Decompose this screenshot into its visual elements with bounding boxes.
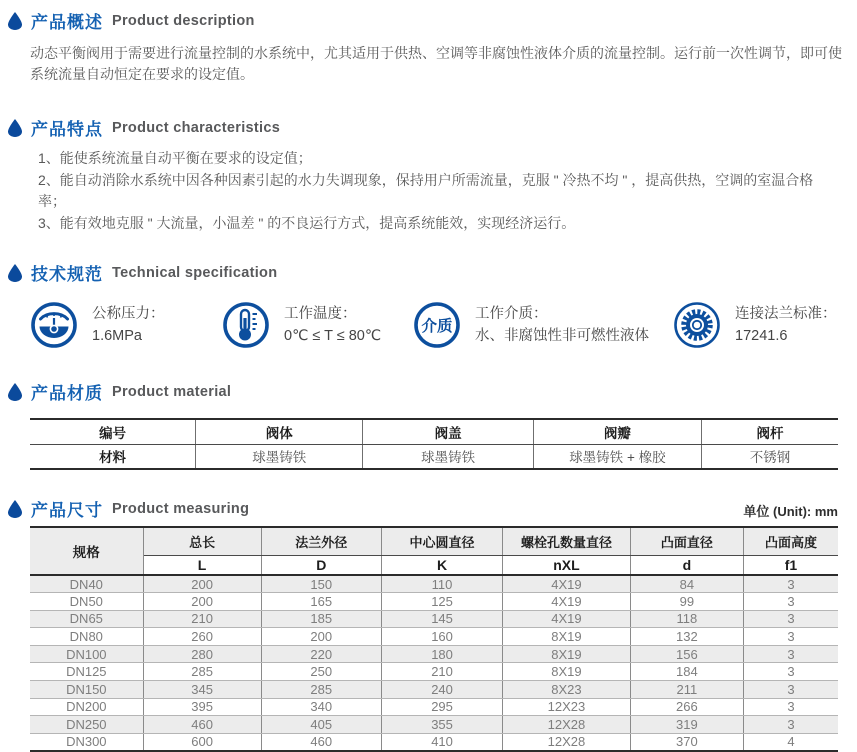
flange-gear-icon xyxy=(673,301,721,349)
measuring-cell: 3 xyxy=(743,716,838,734)
measuring-cell: DN40 xyxy=(30,575,143,593)
measuring-cell: 345 xyxy=(143,681,261,699)
measuring-cell: 150 xyxy=(261,575,381,593)
measuring-cell: 200 xyxy=(261,628,381,646)
svg-text:介质: 介质 xyxy=(421,318,453,335)
measuring-symbol-header: nXL xyxy=(503,555,631,575)
measuring-cell: 3 xyxy=(743,663,838,681)
measuring-cell: 8X23 xyxy=(503,681,631,699)
measuring-cell: 185 xyxy=(261,610,381,628)
spec-text xyxy=(92,303,165,347)
spec-value: 水、非腐蚀性非可燃性液体 xyxy=(475,328,649,344)
measuring-symbol-header-row xyxy=(30,555,838,575)
measuring-cell: 180 xyxy=(381,645,502,663)
measuring-cell: 4 xyxy=(743,733,838,751)
characteristic-item: 1、能使系统流量自动平衡在要求的设定值； xyxy=(38,150,312,166)
spec-label: 工作温度： xyxy=(284,306,357,322)
measuring-cell: 110 xyxy=(381,575,502,593)
section-title-en: Product description xyxy=(112,12,255,29)
overview-paragraph: 动态平衡阀用于需要进行流量控制的水系统中，尤其适用于供热、空调等非腐蚀性液体介质的流量控制。运行前一次性调节，即可使系统流量自动恒定在要求的设定值。 xyxy=(30,45,842,82)
measuring-table-row xyxy=(30,610,838,628)
material-column-header: 编号 xyxy=(30,419,196,444)
measuring-cell: 3 xyxy=(743,610,838,628)
section-header-overview xyxy=(8,8,838,33)
measuring-cell: 3 xyxy=(743,645,838,663)
measuring-symbol-header: D xyxy=(261,555,381,575)
measuring-cell: 410 xyxy=(381,733,502,751)
measuring-cell: 260 xyxy=(143,628,261,646)
measuring-cell: DN125 xyxy=(30,663,143,681)
measuring-cell: 285 xyxy=(261,681,381,699)
measuring-table xyxy=(30,526,838,752)
spec-label: 公称压力： xyxy=(92,306,165,322)
measuring-group-header: 中心圆直径 xyxy=(381,527,502,555)
measuring-cell: 319 xyxy=(630,716,743,734)
material-column-header: 阀体 xyxy=(196,419,363,444)
material-row-label: 材料 xyxy=(30,444,196,469)
measuring-cell: 460 xyxy=(261,733,381,751)
thermometer-icon xyxy=(222,301,270,349)
measuring-cell: 4X19 xyxy=(503,593,631,611)
measuring-cell: 355 xyxy=(381,716,502,734)
measuring-cell: 4X19 xyxy=(503,610,631,628)
section-header-material xyxy=(8,379,838,404)
measuring-cell: 8X19 xyxy=(503,628,631,646)
section-header-measuring xyxy=(8,496,249,521)
measuring-cell: 200 xyxy=(143,575,261,593)
measuring-cell: DN200 xyxy=(30,698,143,716)
measuring-cell: 266 xyxy=(630,698,743,716)
section-header-specs xyxy=(8,260,838,285)
measuring-cell: 240 xyxy=(381,681,502,699)
measuring-cell: 3 xyxy=(743,698,838,716)
measuring-cell: 395 xyxy=(143,698,261,716)
measuring-cell: 184 xyxy=(630,663,743,681)
section-title-en: Technical specification xyxy=(112,264,278,281)
spec-label: 工作介质： xyxy=(475,306,548,322)
spec-value: 17241.6 xyxy=(735,328,788,344)
measuring-cell: 118 xyxy=(630,610,743,628)
measuring-cell: 4X19 xyxy=(503,575,631,593)
measuring-cell: 340 xyxy=(261,698,381,716)
measuring-cell: 132 xyxy=(630,628,743,646)
measuring-cell: DN100 xyxy=(30,645,143,663)
measuring-cell: 99 xyxy=(630,593,743,611)
measuring-table-row xyxy=(30,681,838,699)
measuring-cell: 250 xyxy=(261,663,381,681)
measuring-table-row xyxy=(30,628,838,646)
medium-icon xyxy=(413,301,461,349)
section-title-zh: 技术规范 xyxy=(31,265,103,284)
measuring-cell: 8X19 xyxy=(503,645,631,663)
measuring-table-row xyxy=(30,663,838,681)
water-drop-icon xyxy=(8,119,22,137)
measuring-table-row xyxy=(30,698,838,716)
characteristics-list xyxy=(38,148,838,234)
section-header-characteristics xyxy=(8,115,838,140)
measuring-cell: DN80 xyxy=(30,628,143,646)
spec-text xyxy=(475,303,649,347)
measuring-table-row xyxy=(30,645,838,663)
material-column-header: 阀杆 xyxy=(701,419,838,444)
measuring-cell: 3 xyxy=(743,681,838,699)
material-table xyxy=(30,418,838,470)
measuring-cell: 460 xyxy=(143,716,261,734)
material-cell: 球墨铸铁 xyxy=(363,444,533,469)
spec-value: 1.6MPa xyxy=(92,328,142,344)
spec-value: 0℃ ≤ T ≤ 80℃ xyxy=(284,328,382,344)
measuring-symbol-header: d xyxy=(630,555,743,575)
material-cell: 球墨铸铁 xyxy=(196,444,363,469)
measuring-table-row xyxy=(30,593,838,611)
measuring-cell: 210 xyxy=(381,663,502,681)
measuring-cell: 220 xyxy=(261,645,381,663)
measuring-cell: 405 xyxy=(261,716,381,734)
measuring-cell: 8X19 xyxy=(503,663,631,681)
section-title-zh: 产品概述 xyxy=(31,13,103,32)
measuring-cell: DN300 xyxy=(30,733,143,751)
characteristic-item: 2、能自动消除水系统中因各种因素引起的水力失调现象，保持用户所需流量，克服 " 冷热不均 " ，提高供热，空调的室温合格率； xyxy=(38,171,814,209)
measuring-group-header: 总长 xyxy=(143,527,261,555)
measuring-cell: 3 xyxy=(743,593,838,611)
material-cell: 球墨铸铁 + 橡胶 xyxy=(533,444,701,469)
section-title-zh: 产品特点 xyxy=(31,120,103,139)
spec-text xyxy=(735,303,837,347)
characteristic-item: 3、能有效地克服 " 大流量，小温差 " 的不良运行方式，提高系统能效，实现经济运行。 xyxy=(38,214,576,231)
measuring-cell: 12X28 xyxy=(503,716,631,734)
section-title-en: Product material xyxy=(112,383,232,400)
measuring-cell: 285 xyxy=(143,663,261,681)
measuring-cell: 295 xyxy=(381,698,502,716)
section-title-zh: 产品尺寸 xyxy=(31,501,103,520)
section-title-en: Product characteristics xyxy=(112,119,281,136)
material-value-row xyxy=(30,444,838,469)
spec-text xyxy=(284,303,381,347)
measuring-cell: DN50 xyxy=(30,593,143,611)
measuring-cell: 12X23 xyxy=(503,698,631,716)
measuring-spec-header: 规格 xyxy=(30,527,143,575)
measuring-cell: DN250 xyxy=(30,716,143,734)
spec-item-pressure xyxy=(30,301,222,349)
measuring-cell: DN65 xyxy=(30,610,143,628)
measuring-symbol-header: K xyxy=(381,555,502,575)
measuring-table-row xyxy=(30,716,838,734)
spec-item-temperature xyxy=(222,301,413,349)
measuring-cell: 211 xyxy=(630,681,743,699)
material-header-row xyxy=(30,419,838,444)
water-drop-icon xyxy=(8,12,22,30)
unit-label: 单位 (Unit): mm xyxy=(743,504,838,519)
measuring-cell: 280 xyxy=(143,645,261,663)
spec-item-medium xyxy=(413,301,673,349)
spec-label: 连接法兰标准： xyxy=(735,306,837,322)
spec-items-row xyxy=(30,301,838,349)
measuring-head xyxy=(8,496,838,521)
measuring-table-row xyxy=(30,733,838,751)
measuring-cell: 210 xyxy=(143,610,261,628)
measuring-cell: 3 xyxy=(743,628,838,646)
measuring-cell: DN150 xyxy=(30,681,143,699)
measuring-cell: 160 xyxy=(381,628,502,646)
material-column-header: 阀瓣 xyxy=(533,419,701,444)
material-column-header: 阀盖 xyxy=(363,419,533,444)
measuring-cell: 200 xyxy=(143,593,261,611)
measuring-group-header: 凸面高度 xyxy=(743,527,838,555)
measuring-group-header: 法兰外径 xyxy=(261,527,381,555)
measuring-cell: 145 xyxy=(381,610,502,628)
measuring-table-row xyxy=(30,575,838,593)
pressure-gauge-icon xyxy=(30,301,78,349)
measuring-cell: 370 xyxy=(630,733,743,751)
measuring-cell: 3 xyxy=(743,575,838,593)
water-drop-icon xyxy=(8,383,22,401)
measuring-symbol-header: f1 xyxy=(743,555,838,575)
water-drop-icon xyxy=(8,500,22,518)
water-drop-icon xyxy=(8,264,22,282)
measuring-cell: 12X28 xyxy=(503,733,631,751)
measuring-cell: 156 xyxy=(630,645,743,663)
measuring-cell: 84 xyxy=(630,575,743,593)
measuring-cell: 165 xyxy=(261,593,381,611)
measuring-group-header: 螺栓孔数量直径 xyxy=(503,527,631,555)
measuring-symbol-header: L xyxy=(143,555,261,575)
measuring-table-body xyxy=(30,575,838,751)
spec-item-flange xyxy=(673,301,837,349)
measuring-group-header-row xyxy=(30,527,838,555)
section-title-zh: 产品材质 xyxy=(31,384,103,403)
measuring-group-header: 凸面直径 xyxy=(630,527,743,555)
material-cell: 不锈钢 xyxy=(701,444,838,469)
measuring-cell: 125 xyxy=(381,593,502,611)
section-title-en: Product measuring xyxy=(112,500,250,517)
measuring-cell: 600 xyxy=(143,733,261,751)
